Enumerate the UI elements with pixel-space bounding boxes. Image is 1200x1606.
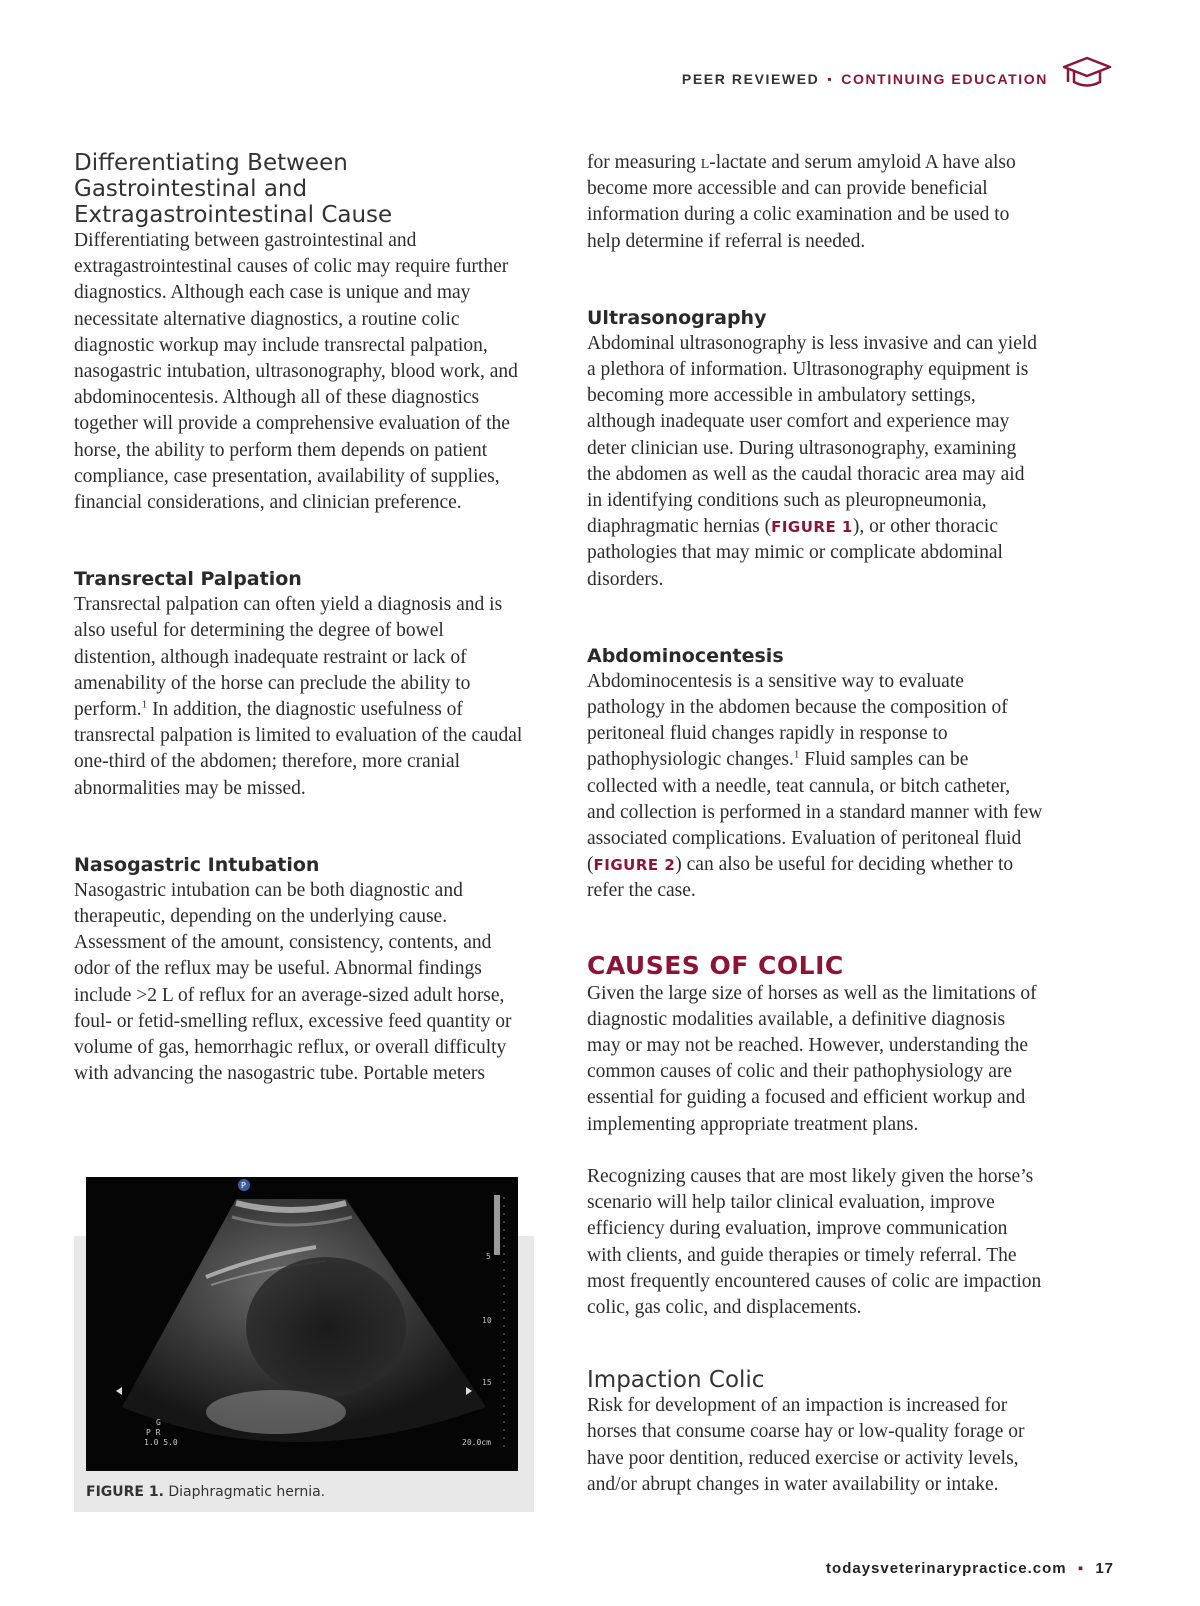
section-title-abdominocentesis: Abdominocentesis (587, 644, 784, 667)
page-footer (826, 1560, 1114, 1577)
section-body-ultrasonography: Abdominal ultrasonography is less invasive and can yield a plethora of information. Ultrasonography equipment is becoming more accessible in ambulatory settings, although inadequate user comfort and experience may deter clinician use. During ultrasonography, examining the abdomen as well as the caudal thoracic area may aid in identifying conditions such as pleuropneumonia, diaphragmatic hernias (FIGURE 1), or other thoracic pathologies that may mimic or complicate abdominal disorders. (587, 332, 1038, 590)
header-separator: ▪ (827, 71, 834, 86)
overlay-depth: 20.0cm (462, 1438, 491, 1447)
depth-mark-15: 15 (482, 1378, 492, 1387)
figure-1-caption-text: Diaphragmatic hernia. (168, 1484, 326, 1500)
section-title-impaction-colic: Impaction Colic (587, 1367, 765, 1394)
depth-mark-10: 10 (482, 1316, 492, 1325)
graduation-cap-icon (1062, 54, 1112, 93)
overlay-pr: P R (146, 1428, 161, 1437)
footer-separator: ▪ (1077, 1560, 1085, 1577)
continuing-education-label: CONTINUING EDUCATION (841, 70, 1048, 87)
ultrasound-image (86, 1177, 518, 1471)
section-body-nasogastric: Nasogastric intubation can be both diagnostic and therapeutic, depending on the underlying cause. Assessment of the amount, consistency, contents, and odor of the reflux may be useful. Abnormal findings include >2 L of reflux for an average-sized adult horse, foul- or fetid-smelling reflux, excessive feed quantity or volume of gas, hemorrhagic reflux, or overall difficulty with advancing the nasogastric tube. Portable meters (74, 879, 512, 1085)
section-body-transrectal: Transrectal palpation can often yield a diagnosis and is also useful for determining the degree of bowel distention, although inadequate restraint or lack of amenability of the horse can preclude the ability to perform.$^1$ In addition, the diagnostic usefulness of transrectal palpation is limited to evaluation of the caudal one-third of the abdomen; therefore, more cranial abnormalities may be missed. (74, 594, 523, 799)
left-column (74, 150, 530, 1087)
section-title-nasogastric: Nasogastric Intubation (74, 853, 320, 876)
depth-mark-5: 5 (486, 1252, 491, 1261)
figure-1-caption (86, 1484, 325, 1500)
figure-2-reference[interactable]: FIGURE 2 (593, 856, 676, 875)
section-body-causes-2: Recognizing causes that are most likely given the horse’s scenario will help tailor clinical evaluation, improve efficiency during evaluation, improve communication with clients, and guide therapies or timely referral. The most frequently encountered causes of colic are impaction colic, gas colic, and displacements. (587, 1165, 1042, 1318)
section-body-differentiating: Differentiating between gastrointestinal and extragastrointestinal causes of colic may require further diagnostics. Although each case is unique and may necessitate alternative diagnostics, a routine colic diagnostic workup may include transrectal palpation, nasogastric intubation, ultrasonography, blood work, and abdominocentesis. Although all of these diagnostics together will provide a comprehensive evaluation of the horse, the ability to perform them depends on patient compliance, case presentation, availability of supplies, financial considerations, and clinician preference. (74, 230, 518, 514)
right-column (587, 150, 1043, 1498)
peer-reviewed-label: PEER REVIEWED (681, 70, 820, 87)
website-url[interactable]: todaysveterinarypractice.com (826, 1560, 1067, 1577)
page-header (682, 64, 1112, 93)
page-number: 17 (1095, 1560, 1114, 1577)
section-title-differentiating: Differentiating Between Gastrointestinal and Extragastrointestinal Cause (74, 150, 393, 228)
section-title-ultrasonography: Ultrasonography (587, 306, 767, 329)
section-body-impaction-colic: Risk for development of an impaction is increased for horses that consume coarse hay or low-quality forage or have poor dentition, reduced exercise or activity levels, and/or abrupt changes in water availability or intake. (587, 1395, 1025, 1495)
section-title-causes-of-colic: CAUSES OF COLIC (587, 950, 844, 980)
section-body-abdominocentesis: Abdominocentesis is a sensitive way to evaluate pathology in the abdomen because the composition of peritoneal fluid changes rapidly in response to pathophysiologic changes.$^1$ Fluid samples can be collected with a needle, teat cannula, or bitch catheter, and collection is performed in a standard manner with few associated complications. Evaluation of peritoneal fluid (FIGURE 2) can also be useful for deciding whether to refer the case. (587, 670, 1043, 902)
overlay-g: G (156, 1418, 161, 1427)
reference-superscript: 1 (141, 698, 148, 711)
figure-1-reference[interactable]: FIGURE 1 (771, 518, 853, 537)
reference-superscript: 1 (793, 748, 800, 761)
figure-1-label: FIGURE 1. (86, 1484, 164, 1500)
section-title-transrectal: Transrectal Palpation (74, 568, 302, 591)
continuation-text: for measuring l-lactate and serum amyloid A have also become more accessible and can provide beneficial information during a colic examination and be used to help determine if referral is needed. (587, 152, 1016, 252)
probe-marker: P (241, 1181, 246, 1190)
section-body-causes-1: Given the large size of horses as well as the limitations of diagnostic modalities available, a definitive diagnosis may or may not be reached. However, understanding the common causes of colic and their pathophysiology are essential for guiding a focused and efficient workup and implementing appropriate treatment plans. (587, 982, 1037, 1135)
overlay-freq: 1.0 5.0 (144, 1438, 178, 1447)
